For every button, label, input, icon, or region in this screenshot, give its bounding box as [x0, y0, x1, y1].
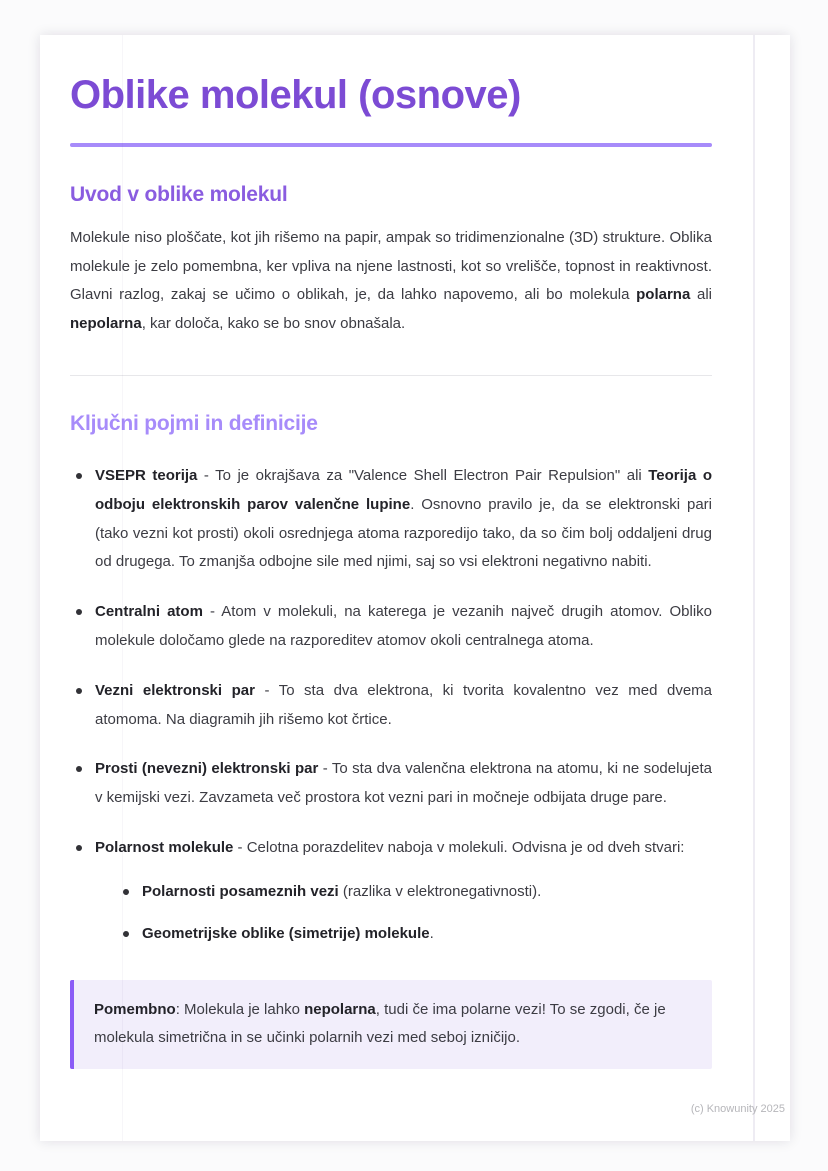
callout-label: Pomembno — [94, 1001, 176, 1019]
margin-line-left — [122, 35, 123, 1141]
document-page — [40, 35, 790, 1141]
sub-item-text — [142, 920, 712, 949]
margin-line-right — [753, 35, 755, 1141]
term-bold-inline: Teorija o odboju elektronskih parov valenčne lupine — [95, 466, 712, 513]
callout-body-2: , tudi če ima polarne vezi! To se zgodi, če je molekula simetrična in se učinki polarnih vezi med seboj izničijo. — [94, 1001, 666, 1047]
sub-item-rest: . — [429, 924, 434, 942]
sub-item-text — [142, 878, 712, 907]
bullet-icon — [76, 766, 82, 772]
term-text — [95, 462, 712, 577]
page-title: Oblike molekul (osnove) — [70, 73, 521, 117]
term-item-central-atom — [70, 598, 712, 656]
sub-item-rest: (razlika v elektronegativnosti). — [338, 882, 542, 900]
sub-item-bold: Polarnosti posameznih vezi — [142, 882, 339, 900]
bullet-icon — [76, 473, 82, 479]
term-name: Vezni elektronski par — [95, 681, 255, 699]
intro-text-2: ali — [690, 286, 712, 304]
term-item-vsepr — [70, 462, 712, 577]
term-item-bonding-pair — [70, 677, 712, 735]
polarity-sub-list — [95, 878, 712, 949]
intro-bold-polarna: polarna — [636, 286, 691, 304]
term-body-1: - Atom v molekuli, na katerega je vezanih največ drugih atomov. Obliko molekule določamo glede na razporeditev atomov okoli centralnega atoma. — [95, 603, 712, 649]
term-name: Polarnost molekule — [95, 838, 234, 856]
term-body-1: - To sta dva elektrona, ki tvorita kovalentno vez med dvema atomoma. Na diagramih jih rišemo kot črtice. — [95, 681, 712, 728]
term-text — [95, 755, 712, 813]
title-underline — [70, 143, 712, 147]
bullet-icon — [123, 931, 129, 937]
intro-paragraph — [70, 224, 712, 339]
term-text — [95, 598, 712, 656]
term-text — [95, 834, 712, 863]
sub-item-bold: Geometrijske oblike (simetrije) molekule — [142, 924, 430, 942]
callout-body-1: : Molekula je lahko — [175, 1001, 305, 1019]
term-body-1: - To sta dva valenčna elektrona na atomu, ki ne sodelujeta v kemijski vezi. Zavzameta več prostora kot vezni pari in močneje odbijata druge pare. — [95, 760, 712, 807]
copyright-note: (c) Knowunity 2025 — [690, 1103, 785, 1115]
term-text — [95, 677, 712, 735]
term-body-1: - Celotna porazdelitev naboja v molekuli. Odvisna je od dveh stvari: — [233, 838, 685, 856]
term-body-2: . Osnovno pravilo je, da se elektronski pari (tako vezni kot prosti) okoli osrednjega atoma razporedijo tako, da so čim bolj oddaljeni drug od drugega. To zmanjša odbojne sile med njimi, saj so vsi elektroni negativno nabiti. — [95, 495, 712, 571]
term-item-lone-pair — [70, 755, 712, 813]
sub-item-geometry — [117, 920, 712, 949]
intro-text-3: , kar določa, kako se bo snov obnašala. — [141, 315, 406, 333]
bullet-icon — [123, 889, 129, 895]
term-body-1: - To je okrajšava za "Valence Shell Electron Pair Repulsion" ali — [197, 466, 649, 484]
bullet-icon — [76, 609, 82, 615]
term-name: Prosti (nevezni) elektronski par — [95, 760, 319, 778]
term-item-polarity — [70, 834, 712, 948]
section-key-terms — [70, 412, 712, 1069]
section-heading-key-terms: Ključni pojmi in definicije — [70, 411, 318, 435]
callout-bold-nepolarna: nepolarna — [304, 1001, 376, 1019]
term-name: Centralni atom — [95, 603, 203, 621]
important-callout — [70, 980, 712, 1069]
bullet-icon — [76, 845, 82, 851]
bullet-icon — [76, 688, 82, 694]
section-divider — [70, 375, 712, 376]
sub-item-bond-polarity — [117, 878, 712, 907]
term-name: VSEPR teorija — [95, 466, 198, 484]
section-heading-intro: Uvod v oblike molekul — [70, 182, 288, 206]
intro-text-1: Molekule niso ploščate, kot jih rišemo na papir, ampak so tridimenzionalne (3D) strukture. Oblika molekule je zelo pomembna, ker vpliva na njene lastnosti, kot so vrelišče, topnost in reaktivnost. Glavni razlog, zakaj se učimo o oblikah, je, da lahko napovemo, ali bo molekula — [70, 228, 712, 304]
callout-text — [94, 996, 690, 1052]
section-intro — [70, 183, 712, 339]
term-list — [70, 462, 712, 948]
intro-bold-nepolarna: nepolarna — [70, 315, 142, 333]
